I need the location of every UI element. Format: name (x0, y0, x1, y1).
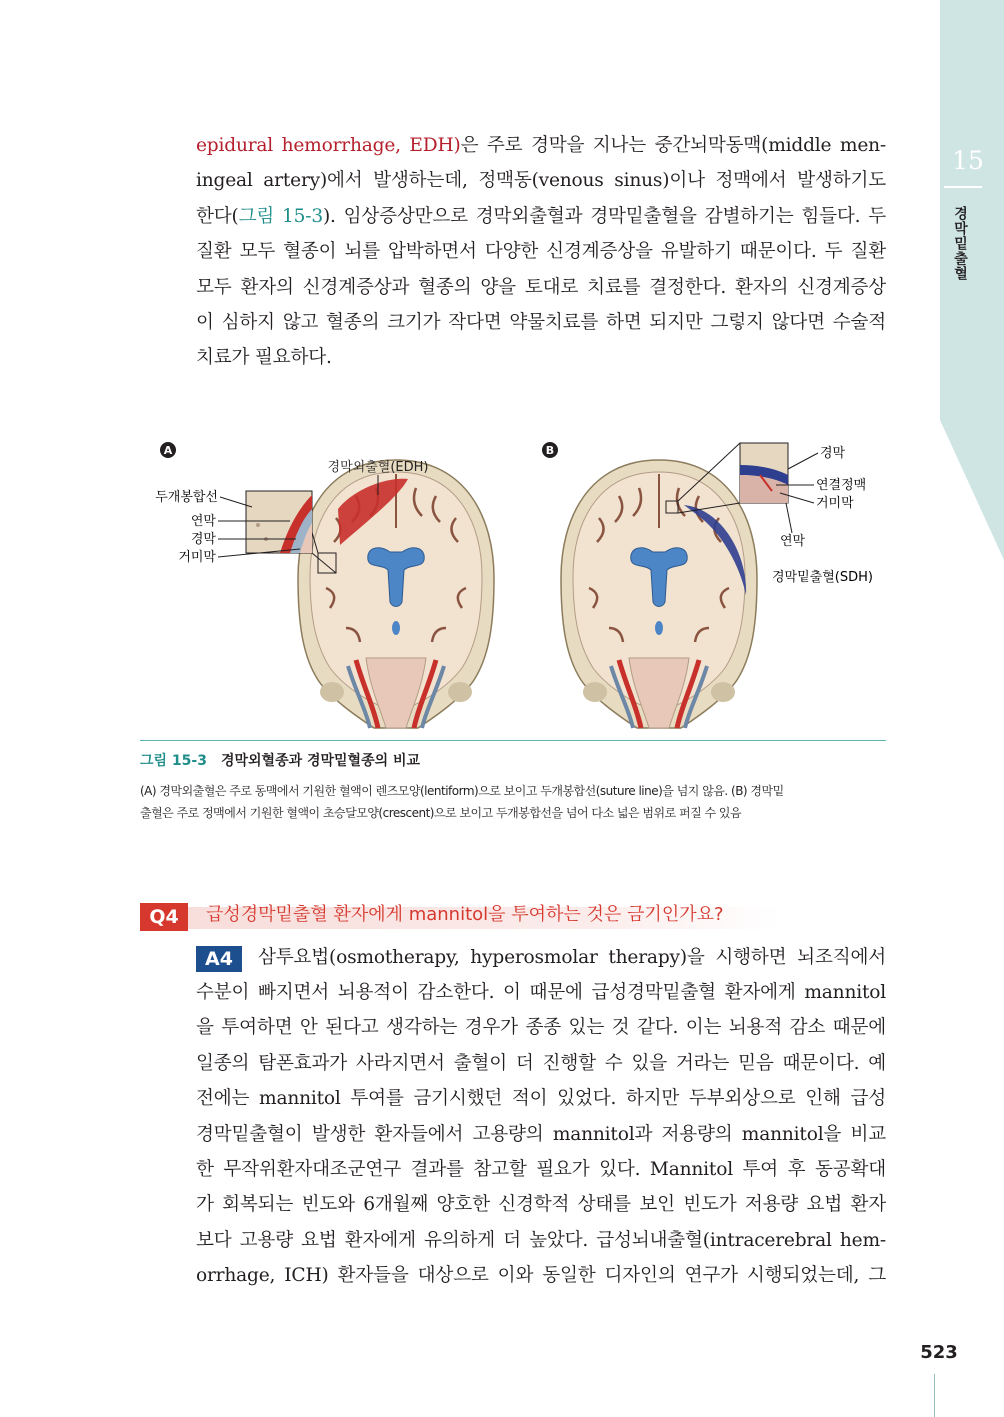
answer-line: 전에는 mannitol 투여를 금기시했던 적이 있었다. 하지만 두부외상으로 인해 급성 (196, 1088, 886, 1110)
label-arachnoid-a: 거미막 (178, 550, 216, 565)
intro-text: ). 임상증상만으로 경막외출혈과 경막밑출혈을 감별하기는 힘들다. 두 (322, 205, 886, 227)
intro-text: 한다( (196, 205, 239, 227)
caption-line-2: 출혈은 주로 정맥에서 기원한 혈액이 초승달모양(crescent)으로 보이고 두개봉합선을 넘어 다소 넓은 범위로 퍼질 수 있음 (140, 806, 742, 820)
answer-line: orrhage, ICH) 환자들을 대상으로 이와 동일한 디자인의 연구가 시행되었는데, 그 (196, 1265, 886, 1287)
answer-line: 을 투여하면 안 된다고 생각하는 경우가 종종 있는 것 같다. 이는 뇌용적 감소 때문에 (196, 1017, 886, 1039)
label-pia-a: 연막 (190, 514, 216, 529)
label-sdh: 경막밑출혈(SDH) (772, 570, 873, 585)
label-dura-b: 경막 (820, 446, 846, 461)
panel-b-marker-label: B (545, 444, 555, 457)
question-label: Q4 (140, 903, 188, 931)
answer-line: 일종의 탐폰효과가 사라지면서 출혈이 더 진행할 수 있을 거라는 믿음 때문이다. 예 (196, 1052, 886, 1074)
edh-title: 경막외출혈(EDH) (327, 460, 429, 475)
page-number: 523 (920, 1342, 958, 1363)
figure-caption-heading: 경막외혈종과 경막밑혈종의 비교 (220, 753, 421, 769)
intro-line (196, 270, 886, 305)
intro-line (196, 305, 886, 340)
brain-illustration-a (298, 460, 494, 728)
intro-line (196, 234, 886, 269)
figure-caption-body (140, 780, 886, 824)
panel-a-marker-label: A (163, 444, 173, 457)
intro-text: epidural hemorrhage, EDH) (196, 135, 461, 156)
intro-line (196, 199, 886, 234)
inset-b (740, 443, 788, 503)
intro-paragraph (196, 128, 886, 376)
label-bridging-vein: 연결정맥 (816, 478, 867, 493)
intro-text: 모두 환자의 신경계증상과 혈종의 양을 토대로 치료를 결정한다. 환자의 신경계증상 (196, 276, 886, 298)
label-pia-b: 연막 (780, 534, 806, 549)
intro-line (196, 340, 886, 375)
figure-reference-link[interactable]: 그림 15-3 (238, 205, 323, 227)
intro-text: 치료가 필요하다. (196, 347, 332, 369)
figure-15-3 (140, 435, 890, 735)
answer-line: 경막밑출혈이 발생한 환자들에서 고용량의 mannitol과 저용량의 mannitol을 비교 (196, 1123, 886, 1145)
answer-line: 수분이 빠지면서 뇌용적이 감소한다. 이 때문에 급성경막밑출혈 환자에게 mannitol (196, 982, 886, 1003)
intro-text: 은 주로 경막을 지나는 중간뇌막동맥(middle men- (460, 135, 886, 156)
chapter-tab-divider (944, 186, 982, 188)
caption-line-1: (A) 경막외출혈은 주로 동맥에서 기원한 혈액이 렌즈모양(lentiform)으로 보이고 두개봉합선(suture line)을 넘지 않음. (B) 경막밑 (140, 784, 784, 798)
chapter-number: 15 (952, 146, 984, 175)
answer-line: 보다 고용량 요법 환자에게 유의하게 더 높았다. 급성뇌내출혈(intracerebral hem- (196, 1229, 886, 1251)
label-arachnoid-b: 거미막 (816, 496, 854, 511)
inset-a (246, 491, 312, 553)
answer-paragraph (196, 975, 886, 1294)
figure-caption-title (140, 750, 420, 770)
label-suture: 두개봉합선 (155, 490, 218, 505)
answer-first-line: 삼투요법(osmotherapy, hyperosmolar therapy)을 시행하면 뇌조직에서 (258, 947, 886, 968)
intro-text: 이 심하지 않고 혈종의 크기가 작다면 약물치료를 하면 되지만 그렇지 않다면 수술적 (196, 312, 886, 334)
page-number-rule (934, 1374, 935, 1417)
intro-line (196, 163, 886, 198)
intro-line (196, 128, 886, 163)
label-dura-a: 경막 (190, 532, 216, 547)
figure-caption-label: 그림 15-3 (140, 753, 207, 769)
intro-text: ingeal artery)에서 발생하는데, 정맥동(venous sinus)이나 정맥에서 발생하기도 (196, 170, 886, 192)
answer-first-line-wrap (258, 940, 886, 975)
chapter-title: 경막밑출혈 (952, 206, 968, 281)
answer-line: 한 무작위환자대조군연구 결과를 참고할 필요가 있다. Mannitol 투여 후 동공확대 (196, 1159, 886, 1181)
brain-illustration-b (561, 460, 757, 728)
intro-text: 질환 모두 혈종이 뇌를 압박하면서 다양한 신경계증상을 유발하기 때문이다. 두 질환 (196, 241, 886, 263)
question-text: 급성경막밑출혈 환자에게 mannitol을 투여하는 것은 금기인가요? (206, 904, 724, 925)
answer-label: A4 (196, 946, 242, 972)
answer-line: 가 회복되는 빈도와 6개월째 양호한 신경학적 상태를 보인 빈도가 저용량 요법 환자 (196, 1194, 886, 1216)
caption-rule (140, 740, 886, 741)
